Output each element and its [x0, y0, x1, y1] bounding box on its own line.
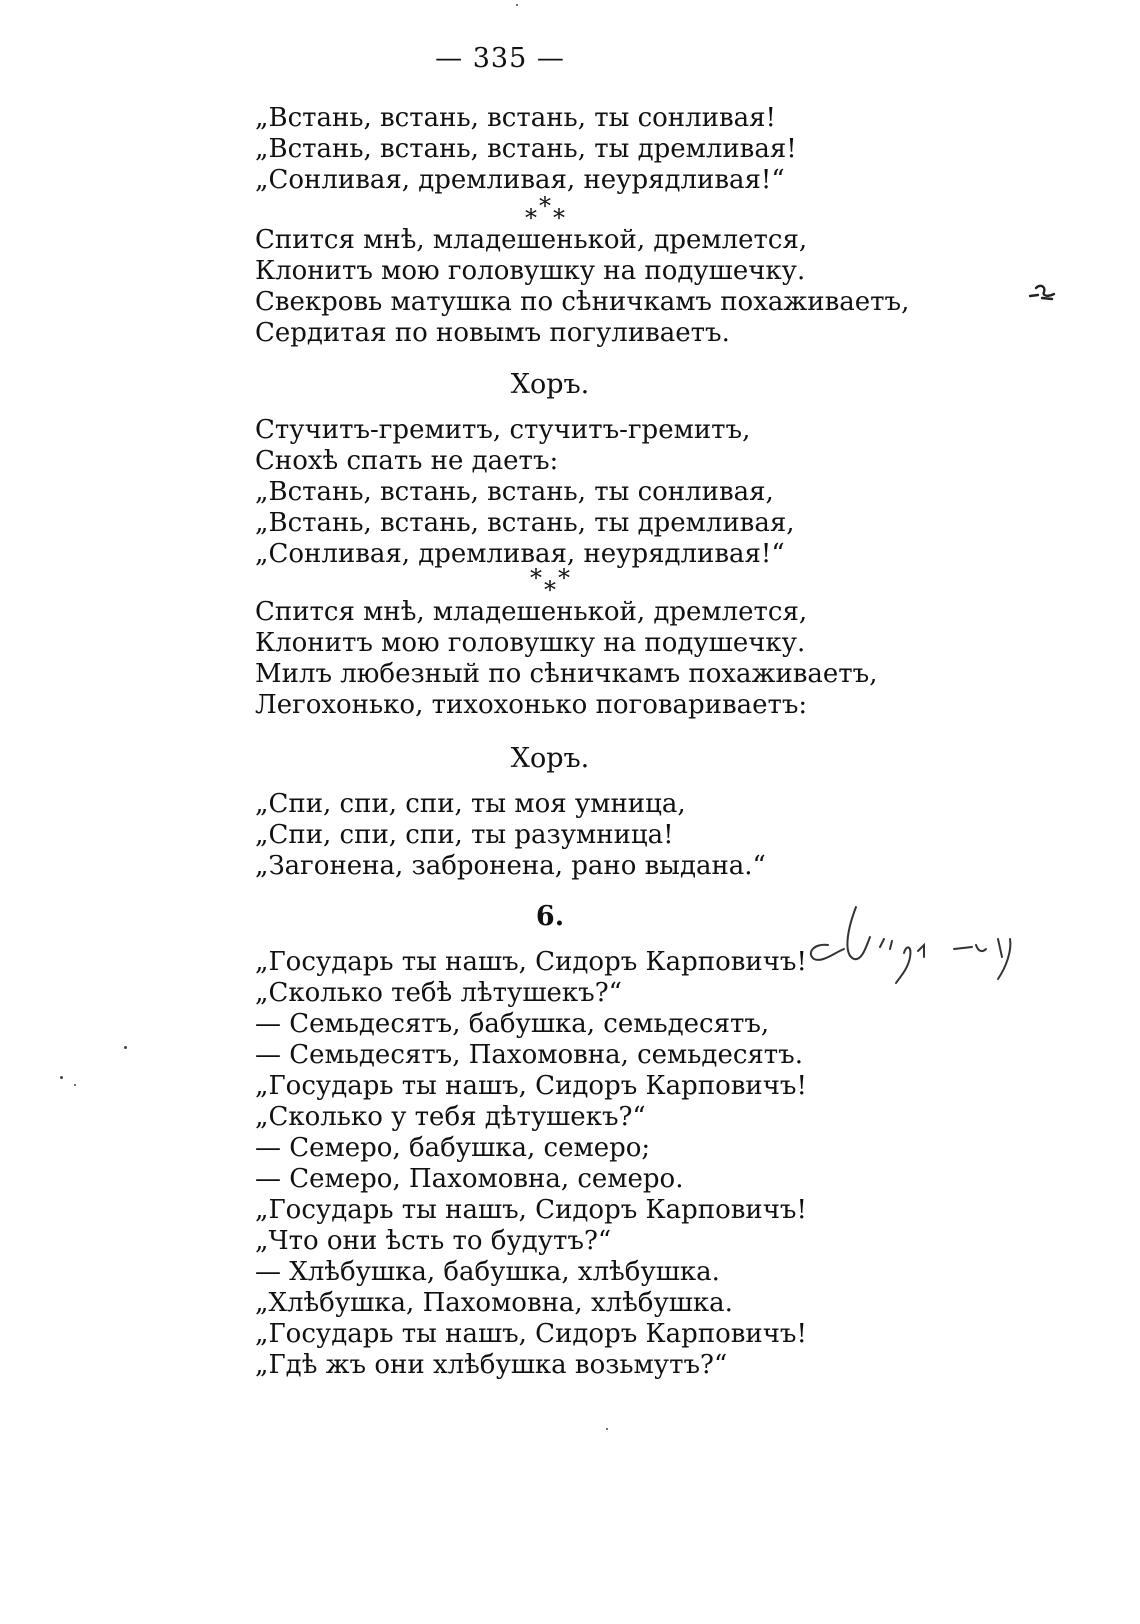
verse-line: — Семьдесятъ, бабушка, семьдесятъ,: [255, 1009, 770, 1039]
verse-line: „Загонена, забронена, рано выдана.“: [255, 851, 766, 881]
verse-line: „Что они ѣсть то будутъ?“: [255, 1226, 612, 1256]
verse-line: „Спи, спи, спи, ты разумница!: [255, 820, 674, 850]
verse-line: Спится мнѣ, младешенькой, дремлется,: [255, 597, 808, 627]
asterism-divider: * * *: [525, 192, 565, 232]
verse-line: „Встань, встань, встань, ты сонливая,: [255, 477, 774, 507]
margin-ink-mark-icon: [1028, 280, 1058, 304]
verse-line: Свекровь матушка по сѣничкамъ похаживаетъ,: [255, 287, 910, 317]
verse-line: „Встань, встань, встань, ты дремливая!: [255, 134, 797, 164]
page-number: — 335 —: [435, 43, 565, 74]
verse-line: „Государь ты нашъ, Сидоръ Карповичъ!: [255, 1195, 807, 1225]
verse-line: Сердитая по новымъ погуливаетъ.: [255, 318, 730, 348]
verse-block-5: [255, 789, 766, 882]
verse-line: Милъ любезный по сѣничкамъ похаживаетъ,: [255, 659, 878, 689]
verse-block-4: [255, 597, 878, 721]
verse-line: „Спи, спи, спи, ты моя умница,: [255, 789, 686, 819]
scan-speck: [516, 4, 518, 6]
verse-line: — Хлѣбушка, бабушка, хлѣбушка.: [255, 1257, 720, 1287]
verse-line: „Государь ты нашъ, Сидоръ Карповичъ!: [255, 1319, 807, 1349]
song-number-heading: 6.: [535, 901, 565, 932]
verse-line: Снохѣ спать не даетъ:: [255, 446, 559, 476]
handwritten-annotation-icon: [800, 893, 1040, 1003]
verse-line: „Гдѣ жъ они хлѣбушка возьмутъ?“: [255, 1350, 728, 1380]
scan-speck: [60, 1076, 63, 1079]
verse-line: Спится мнѣ, младешенькой, дремлется,: [255, 225, 808, 255]
verse-line: „Сколько тебѣ лѣтушекъ?“: [255, 978, 622, 1008]
verse-line: „Государь ты нашъ, Сидоръ Карповичъ!: [255, 947, 807, 977]
verse-line: Клонитъ мою головушку на подушечку.: [255, 256, 806, 286]
asterism-divider: * * *: [530, 564, 570, 604]
verse-line: „Встань, встань, встань, ты дремливая,: [255, 508, 795, 538]
scan-speck: [606, 1428, 608, 1430]
verse-block-1: [255, 103, 797, 196]
verse-line: „Сонливая, дремливая, неурядливая!“: [255, 165, 785, 195]
verse-block-6: [255, 947, 807, 1381]
chorus-heading: Хоръ.: [510, 743, 590, 774]
verse-line: Легохонько, тихохонько поговариваетъ:: [255, 690, 808, 720]
verse-line: „Хлѣбушка, Пахомовна, хлѣбушка.: [255, 1288, 733, 1318]
verse-line: „Сонливая, дремливая, неурядливая!“: [255, 539, 785, 569]
verse-line: Клонитъ мою головушку на подушечку.: [255, 628, 806, 658]
verse-line: — Семьдесятъ, Пахомовна, семьдесятъ.: [255, 1040, 803, 1070]
verse-line: Стучитъ-гремитъ, стучитъ-гремитъ,: [255, 415, 751, 445]
verse-line: „Государь ты нашъ, Сидоръ Карповичъ!: [255, 1071, 807, 1101]
verse-line: „Сколько у тебя дѣтушекъ?“: [255, 1102, 646, 1132]
scan-speck: [74, 1084, 76, 1086]
scan-speck: [124, 1046, 127, 1049]
verse-block-2: [255, 225, 909, 349]
verse-line: — Семеро, Пахомовна, семеро.: [255, 1164, 684, 1194]
chorus-heading: Хоръ.: [510, 369, 590, 400]
verse-line: „Встань, встань, встань, ты сонливая!: [255, 103, 776, 133]
verse-block-3: [255, 415, 795, 570]
verse-line: — Семеро, бабушка, семеро;: [255, 1133, 651, 1163]
